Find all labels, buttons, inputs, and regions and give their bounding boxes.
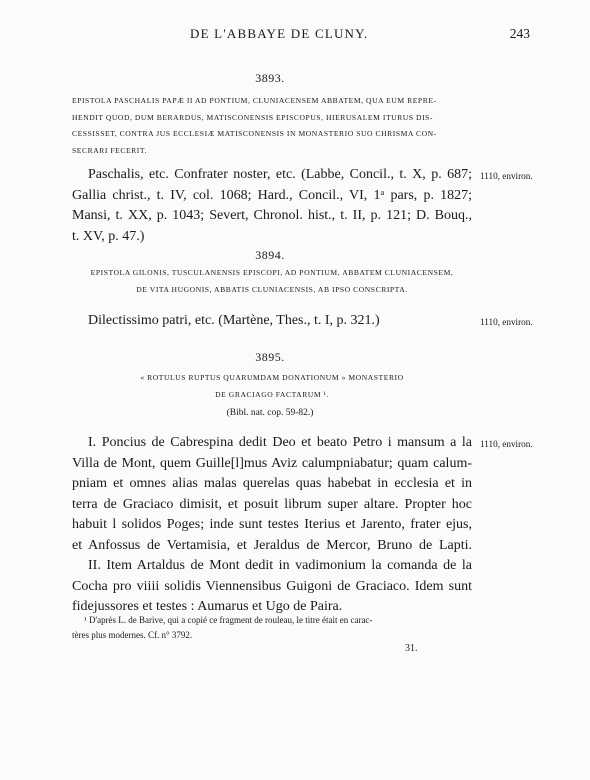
body-line: habuit l solidos Poges; inde sunt testes Iterius et Jarento, frater ejus,	[72, 517, 472, 532]
body-line: t. XV, p. 47.)	[72, 228, 145, 244]
heading-line: SECRARI FECERIT.	[72, 145, 147, 155]
body-line: I. Poncius de Cabrespina dedit Deo et beato Petro i mansum a la	[88, 435, 472, 450]
footnote-line: tères plus modernes. Cf. n° 3792.	[72, 630, 193, 640]
heading-line: EPISTOLA GILONIS, TUSCULANENSIS EPISCOPI, AD PONTIUM, ABBATEM CLUNIACENSEM,	[90, 268, 454, 277]
body-line: Dilectissimo patri, etc. (Martène, Thes., t. I, p. 321.)	[88, 313, 380, 328]
body-line: II. Item Artaldus de Mont dedit in vadimonium la comanda de la	[88, 558, 472, 573]
charter-source-3895: (Bibl. nat. cop. 59-82.)	[226, 408, 314, 418]
footnote	[72, 613, 482, 643]
body-line: Gallia christ., t. IV, col. 1068; Hard., Concil., VI, 1ᵃ pars, p. 1827;	[72, 187, 472, 203]
charter-body-3893	[72, 165, 472, 247]
body-line: et Anfossus de Vertamisia, et Jeraldus de Mercor, Bruno de Lapti.	[72, 537, 472, 553]
charter-number-3894: 3894.	[255, 248, 285, 262]
heading-line: EPISTOLA PASCHALIS PAPÆ II AD PONTIUM, CLUNIACENSEM ABBATEM, QUA EUM REPRE-	[72, 96, 437, 105]
running-title: DE L'ABBAYE DE CLUNY.	[190, 26, 369, 41]
body-line: fidejussores et testes : Aumarus et Ugo de Paira.	[72, 599, 343, 614]
footnote-line: ¹ D'après L. de Barive, qui a copié ce fragment de rouleau, le titre était en carac-	[84, 615, 373, 625]
charter-heading-3895	[72, 370, 472, 403]
charter-body-3895	[72, 433, 472, 618]
heading-line: CESSISSET, CONTRA JUS ECCLESIÆ MATISCONENSIS IN MONASTERIO SUO CHRISMA CON-	[72, 129, 437, 138]
heading-line: DE GRACIAGO FACTARUM ¹.	[215, 389, 329, 399]
heading-line: DE VITA HUGONIS, ABBATIS CLUNIACENSIS, AB IPSO CONSCRIPTA.	[136, 284, 408, 294]
body-line: Paschalis, etc. Confrater noster, etc. (Labbe, Concil., t. X, p. 687;	[88, 167, 472, 182]
charter-date-3894: 1110, environ.	[480, 317, 533, 327]
running-head	[60, 26, 530, 42]
charter-date-3893: 1110, environ.	[480, 171, 533, 181]
charter-number-3895: 3895.	[255, 350, 285, 364]
charter-body-3894	[72, 311, 472, 332]
body-line: Villa de Mont, quem Guille[l]mus Aviz calumpniabatur; quam calum-	[72, 455, 472, 471]
body-line: Cocha pro viiii solidis Viennensibus Guigoni de Graciaco. Idem sunt	[72, 578, 472, 594]
body-line: terra de Graciaco dimisit, et posuit librum super altare. Propter hoc	[72, 496, 472, 512]
charter-number-3893: 3893.	[255, 71, 285, 85]
heading-line: « ROTULUS RUPTUS QUARUMDAM DONATIONUM » MONASTERIO	[140, 373, 404, 382]
heading-line: HENDIT QUOD, DUM BERARDUS, MATISCONENSIS EPISCOPUS, HIERUSALEM ITURUS DIS-	[72, 112, 434, 122]
charter-date-3895: 1110, environ.	[480, 439, 533, 449]
page-number: 243	[509, 26, 530, 41]
printer-signature: 31.	[405, 643, 418, 654]
body-line: Mansi, t. XX, p. 1043; Severt, Chronol. hist., t. II, p. 121; D. Bouq.,	[72, 208, 472, 223]
charter-heading-3893	[72, 93, 542, 159]
charter-heading-3894	[72, 265, 472, 298]
body-line: pniam et omnes alias malas querelas quas habebat in ecclesia et in	[72, 476, 472, 491]
